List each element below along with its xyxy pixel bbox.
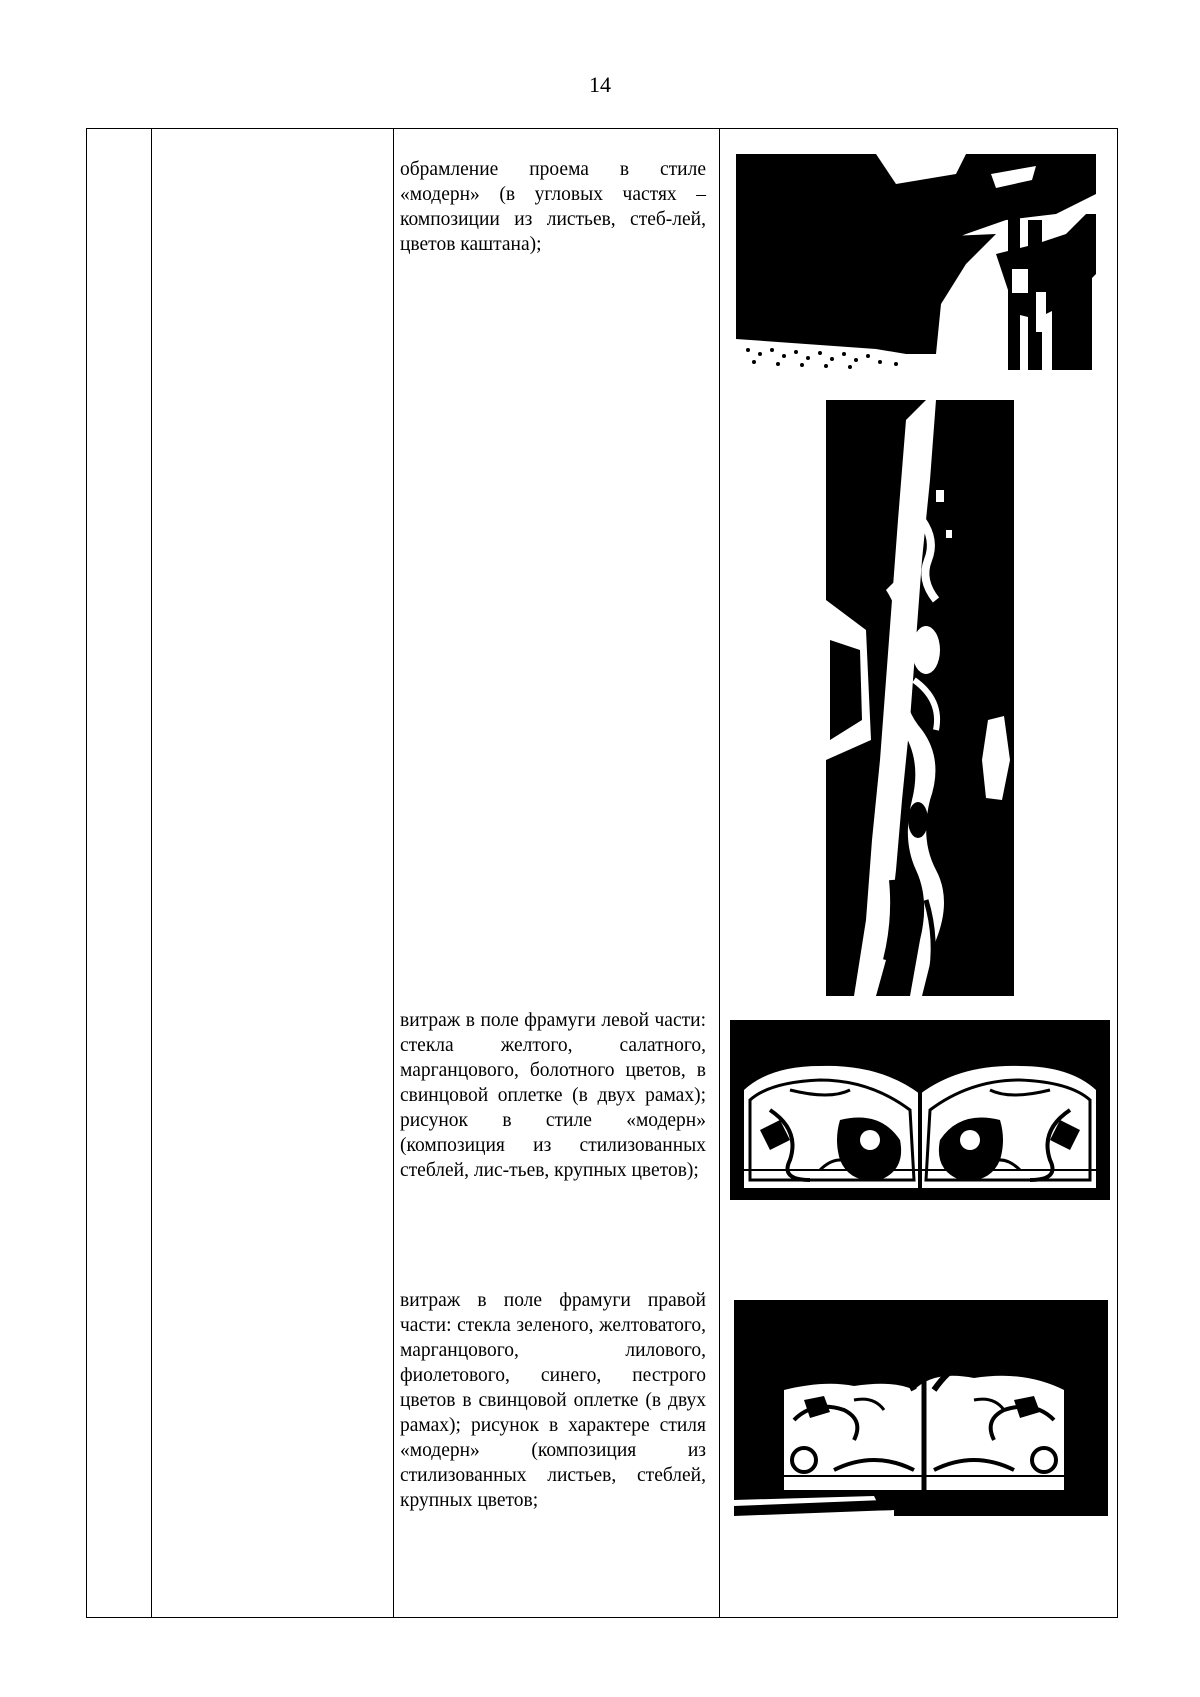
column-divider-2 — [393, 129, 394, 1617]
doorway-frame-top-photo — [736, 154, 1096, 370]
entry-description: обрамление проема в стиле «модерн» (в угловых частях – композиции из листьев, стеб-лей, цветов каштана); — [400, 159, 706, 255]
entry-description: витраж в поле фрамуги левой части: стекла желтого, салатного, марганцового, болотного цветов, в свинцовой оплетке (в двух рамах); рисунок в стиле «модерн» (композиция из стилизованных стеблей, лис-тьев, крупных цветов); — [400, 1010, 706, 1181]
column-divider-3 — [719, 129, 720, 1617]
doorway-frame-side-photo — [826, 400, 1014, 996]
left-transom-stained-glass-photo — [730, 1020, 1110, 1200]
column-divider-1 — [151, 129, 152, 1617]
entry-description: витраж в поле фрамуги правой части: стекла зеленого, желтоватого, марганцового, лилового, фиолетового, синего, пестрого цветов в свинцовой оплетке (в двух рамах); рисунок в характере стиля «модерн» (композиция из стилизованных листьев, стеблей, крупных цветов; — [400, 1290, 706, 1511]
right-transom-stained-glass-photo — [734, 1300, 1108, 1516]
page-number: 14 — [589, 72, 611, 97]
